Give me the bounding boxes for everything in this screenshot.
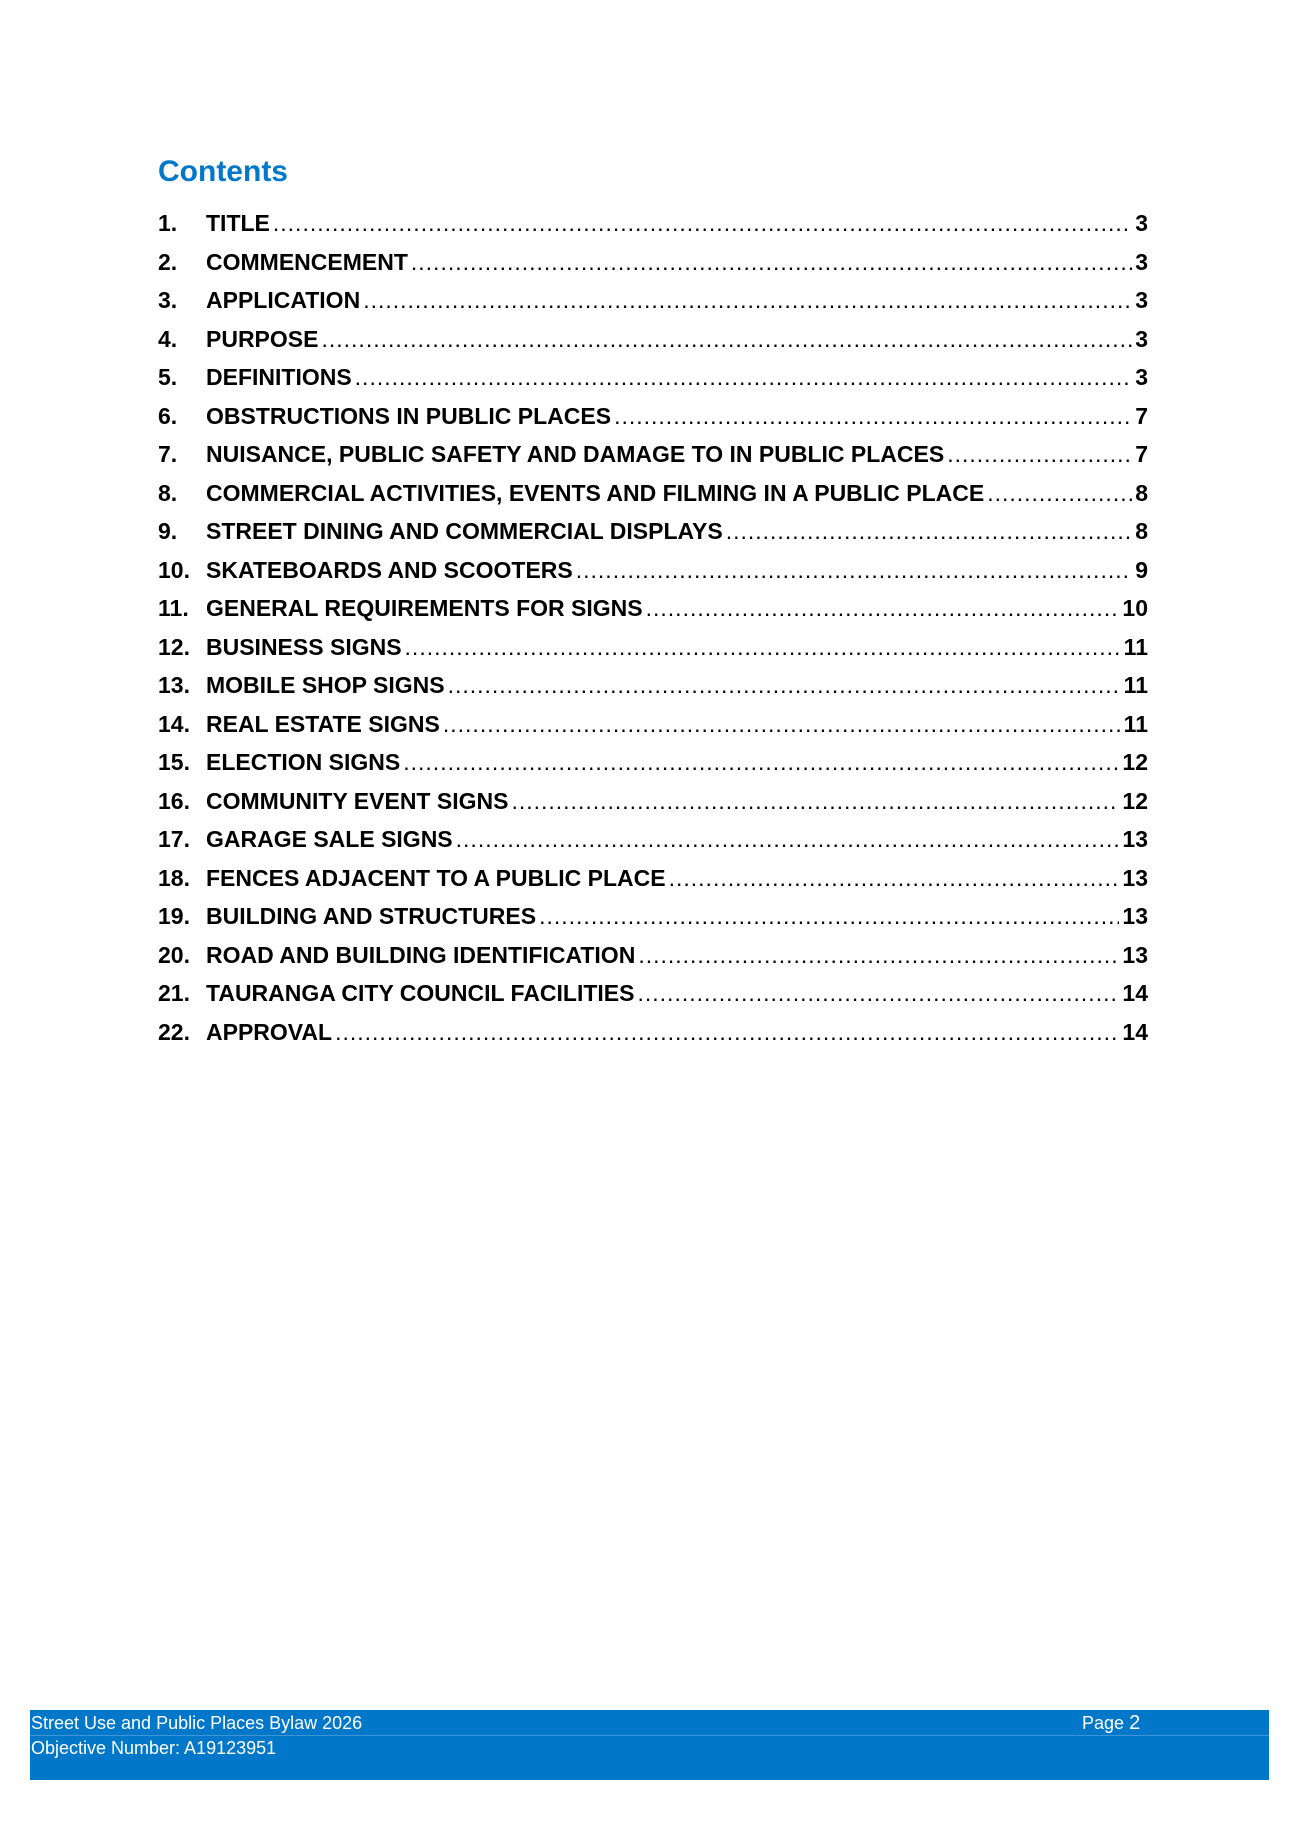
toc-dot-leader <box>405 628 1121 667</box>
toc-entry-title[interactable]: STREET DINING AND COMMERCIAL DISPLAYS <box>206 518 723 544</box>
toc-entry-page[interactable]: 11 <box>1123 672 1148 698</box>
toc-entry-title[interactable]: OBSTRUCTIONS IN PUBLIC PLACES <box>206 402 612 429</box>
toc-entry[interactable] <box>158 551 1148 590</box>
toc-entry[interactable] <box>158 820 1148 859</box>
toc-entry-number: 4. <box>158 325 178 352</box>
toc-dot-leader <box>987 474 1132 513</box>
toc-entry-number: 12. <box>158 633 190 660</box>
toc-entry[interactable] <box>158 474 1148 513</box>
toc-entry-page[interactable]: 10 <box>1122 595 1148 621</box>
page-footer <box>30 1710 1269 1780</box>
toc-dot-leader <box>273 204 1132 243</box>
toc-entry-page[interactable]: 14 <box>1122 1018 1148 1045</box>
toc-entry[interactable] <box>158 1013 1148 1052</box>
toc-dot-leader <box>638 936 1119 975</box>
toc-dot-leader <box>411 243 1132 282</box>
toc-entry[interactable] <box>158 435 1148 474</box>
toc-dot-leader <box>511 782 1119 821</box>
toc-dot-leader <box>321 320 1132 359</box>
toc-entry[interactable] <box>158 859 1148 898</box>
footer-page-indicator <box>1082 1711 1140 1735</box>
toc-dot-leader <box>669 859 1120 898</box>
toc-entry-title[interactable]: COMMENCEMENT <box>206 248 408 275</box>
toc-entry-page[interactable]: 9 <box>1135 556 1148 583</box>
toc-entry-title[interactable]: GENERAL REQUIREMENTS FOR SIGNS <box>206 595 643 621</box>
toc-entry[interactable] <box>158 666 1148 705</box>
toc-entry-title[interactable]: TAURANGA CITY COUNCIL FACILITIES <box>206 980 635 1006</box>
toc-dot-leader <box>355 358 1133 397</box>
toc-entry[interactable] <box>158 589 1148 628</box>
toc-dot-leader <box>363 281 1132 320</box>
toc-entry-page[interactable]: 12 <box>1122 749 1148 775</box>
toc-entry-page[interactable]: 7 <box>1135 441 1148 467</box>
toc-entry-page[interactable]: 8 <box>1135 518 1148 544</box>
toc-entry-title[interactable]: MOBILE SHOP SIGNS <box>206 672 445 698</box>
toc-entry-title[interactable]: BUILDING AND STRUCTURES <box>206 903 537 929</box>
toc-entry-number: 11. <box>158 595 189 621</box>
toc-entry-page[interactable]: 14 <box>1122 980 1148 1006</box>
toc-entry[interactable] <box>158 628 1148 667</box>
toc-entry-title[interactable]: ELECTION SIGNS <box>206 749 401 775</box>
toc-entry[interactable] <box>158 897 1148 936</box>
toc-entry-number: 6. <box>158 402 178 429</box>
toc-entry-page[interactable]: 7 <box>1135 402 1148 429</box>
toc-entry-title[interactable]: COMMUNITY EVENT SIGNS <box>206 787 509 814</box>
toc-entry-title[interactable]: SKATEBOARDS AND SCOOTERS <box>206 556 573 583</box>
toc-entry[interactable] <box>158 705 1148 744</box>
toc-entry-page[interactable]: 3 <box>1135 325 1148 352</box>
toc-entry-page[interactable]: 3 <box>1135 248 1148 275</box>
toc-entry-page[interactable]: 13 <box>1122 826 1148 852</box>
toc-entry-page[interactable]: 11 <box>1123 633 1148 660</box>
toc-entry-number: 3. <box>158 287 178 313</box>
toc-entry-number: 18. <box>158 864 190 891</box>
toc-entry-page[interactable]: 13 <box>1122 864 1148 891</box>
toc-entry[interactable] <box>158 782 1148 821</box>
toc-entry-number: 15. <box>158 749 190 775</box>
toc-entry-number: 16. <box>158 787 190 814</box>
toc-entry-page[interactable]: 12 <box>1122 787 1148 814</box>
toc-entry-title[interactable]: FENCES ADJACENT TO A PUBLIC PLACE <box>206 864 666 891</box>
toc-entry-number: 14. <box>158 710 190 737</box>
toc-entry[interactable] <box>158 320 1148 359</box>
table-of-contents <box>158 204 1148 1051</box>
toc-entry[interactable] <box>158 974 1148 1013</box>
toc-entry[interactable] <box>158 243 1148 282</box>
toc-entry-number: 13. <box>158 672 190 698</box>
toc-dot-leader <box>947 435 1132 474</box>
toc-entry[interactable] <box>158 397 1148 436</box>
toc-entry-number: 22. <box>158 1018 190 1045</box>
toc-dot-leader <box>456 820 1120 859</box>
footer-page-number: 2 <box>1129 1712 1141 1734</box>
toc-entry-number: 20. <box>158 941 190 968</box>
toc-entry-title[interactable]: PURPOSE <box>206 325 319 352</box>
toc-entry[interactable] <box>158 936 1148 975</box>
footer-top-line <box>30 1711 1269 1736</box>
toc-entry-number: 2. <box>158 248 178 275</box>
toc-entry-page[interactable]: 11 <box>1123 710 1148 737</box>
toc-dot-leader <box>403 743 1119 782</box>
toc-dot-leader <box>614 397 1132 436</box>
footer-page-label: Page <box>1082 1713 1125 1733</box>
toc-entry-number: 19. <box>158 903 190 929</box>
toc-entry-number: 10. <box>158 556 190 583</box>
toc-entry-number: 9. <box>158 518 178 544</box>
footer-document-title: Street Use and Public Places Bylaw 2026 <box>31 1713 363 1733</box>
toc-dot-leader <box>726 512 1133 551</box>
toc-dot-leader <box>335 1013 1119 1052</box>
toc-entry-page[interactable]: 3 <box>1135 210 1148 236</box>
toc-entry-title[interactable]: DEFINITIONS <box>206 364 352 390</box>
toc-entry[interactable] <box>158 281 1148 320</box>
toc-entry-title[interactable]: COMMERCIAL ACTIVITIES, EVENTS AND FILMING IN A PUBLIC PLACE <box>206 479 985 506</box>
toc-entry-number: 1. <box>158 210 178 236</box>
toc-entry[interactable] <box>158 512 1148 551</box>
contents-heading: Contents <box>158 155 288 188</box>
footer-objective-number: Objective Number: A19123951 <box>31 1738 277 1758</box>
toc-dot-leader <box>576 551 1132 590</box>
toc-entry-title[interactable]: GARAGE SALE SIGNS <box>206 826 453 852</box>
toc-entry-title[interactable]: BUSINESS SIGNS <box>206 633 402 660</box>
toc-entry-page[interactable]: 3 <box>1135 287 1148 313</box>
toc-entry-title[interactable]: REAL ESTATE SIGNS <box>206 710 440 737</box>
toc-entry-page[interactable]: 13 <box>1122 941 1148 968</box>
toc-dot-leader <box>638 974 1120 1013</box>
toc-entry-title[interactable]: ROAD AND BUILDING IDENTIFICATION <box>206 941 636 968</box>
toc-entry[interactable] <box>158 743 1148 782</box>
toc-dot-leader <box>448 666 1121 705</box>
toc-entry-number: 21. <box>158 980 190 1006</box>
toc-dot-leader <box>646 589 1120 628</box>
toc-entry-page[interactable]: 8 <box>1135 479 1148 506</box>
toc-entry-number: 7. <box>158 441 178 467</box>
toc-entry-page[interactable]: 13 <box>1122 903 1148 929</box>
toc-entry[interactable] <box>158 358 1148 397</box>
toc-entry-number: 5. <box>158 364 178 390</box>
toc-entry-number: 8. <box>158 479 178 506</box>
toc-entry-title[interactable]: TITLE <box>206 210 270 236</box>
toc-entry-number: 17. <box>158 826 190 852</box>
toc-entry[interactable] <box>158 204 1148 243</box>
toc-entry-title[interactable]: APPROVAL <box>206 1018 333 1045</box>
toc-entry-page[interactable]: 3 <box>1135 364 1148 390</box>
toc-dot-leader <box>539 897 1119 936</box>
toc-entry-title[interactable]: APPLICATION <box>206 287 361 313</box>
toc-dot-leader <box>443 705 1121 744</box>
toc-entry-title[interactable]: NUISANCE, PUBLIC SAFETY AND DAMAGE TO IN PUBLIC PLACES <box>206 441 945 467</box>
